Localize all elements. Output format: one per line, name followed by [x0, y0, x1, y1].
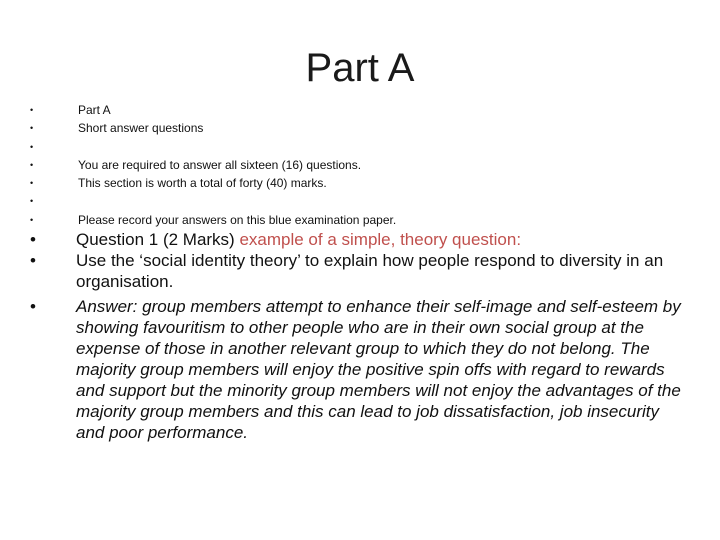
list-item-text: You are required to answer all sixteen (16) questions. — [78, 157, 362, 172]
question-heading: Question 1 (2 Marks) — [76, 230, 240, 249]
bullet-icon: • — [30, 251, 36, 270]
bullet-icon: • — [30, 297, 36, 316]
list-item — [30, 156, 670, 174]
instructions-list — [30, 101, 670, 229]
list-item — [30, 192, 670, 210]
list-item — [30, 138, 670, 156]
list-item-text: Please record your answers on this blue examination paper. — [78, 212, 397, 227]
bullet-icon: • — [30, 196, 34, 207]
list-item-text: Part A — [78, 103, 111, 117]
question-list — [30, 229, 690, 443]
bullet-icon: • — [30, 141, 34, 152]
answer-text: Answer: group members attempt to enhance their self-image and self-esteem by showing favouritism to other people who are in their own social group at the expense of those in another relevant group to which they do not belong. The majority group members will enjoy the positive spin offs with regard to rewards and support but the minority group members will not enjoy the advantages of the majority group members and this can lead to job dissatisfaction, job insecurity and poor performance. — [76, 297, 681, 442]
list-item — [30, 211, 670, 229]
list-item — [30, 101, 670, 119]
bullet-icon: • — [30, 230, 36, 249]
question-instruction-item — [30, 250, 690, 292]
bullet-icon: • — [30, 159, 34, 170]
list-item-text: This section is worth a total of forty (40) marks. — [78, 176, 327, 191]
question-heading-item — [30, 229, 690, 250]
answer-item — [30, 292, 690, 443]
list-item — [30, 119, 670, 137]
bullet-icon: • — [30, 178, 34, 189]
bullet-icon: • — [30, 123, 34, 134]
list-item — [30, 174, 670, 192]
question-instruction: Use the ‘social identity theory’ to explain how people respond to diversity in an organisation. — [76, 251, 664, 291]
bullet-icon: • — [30, 214, 34, 225]
list-item-text: Short answer questions — [78, 121, 204, 136]
bullet-icon: • — [30, 105, 34, 115]
question-example-note: example of a simple, theory question: — [239, 230, 522, 249]
slide-title: Part A — [305, 46, 415, 90]
